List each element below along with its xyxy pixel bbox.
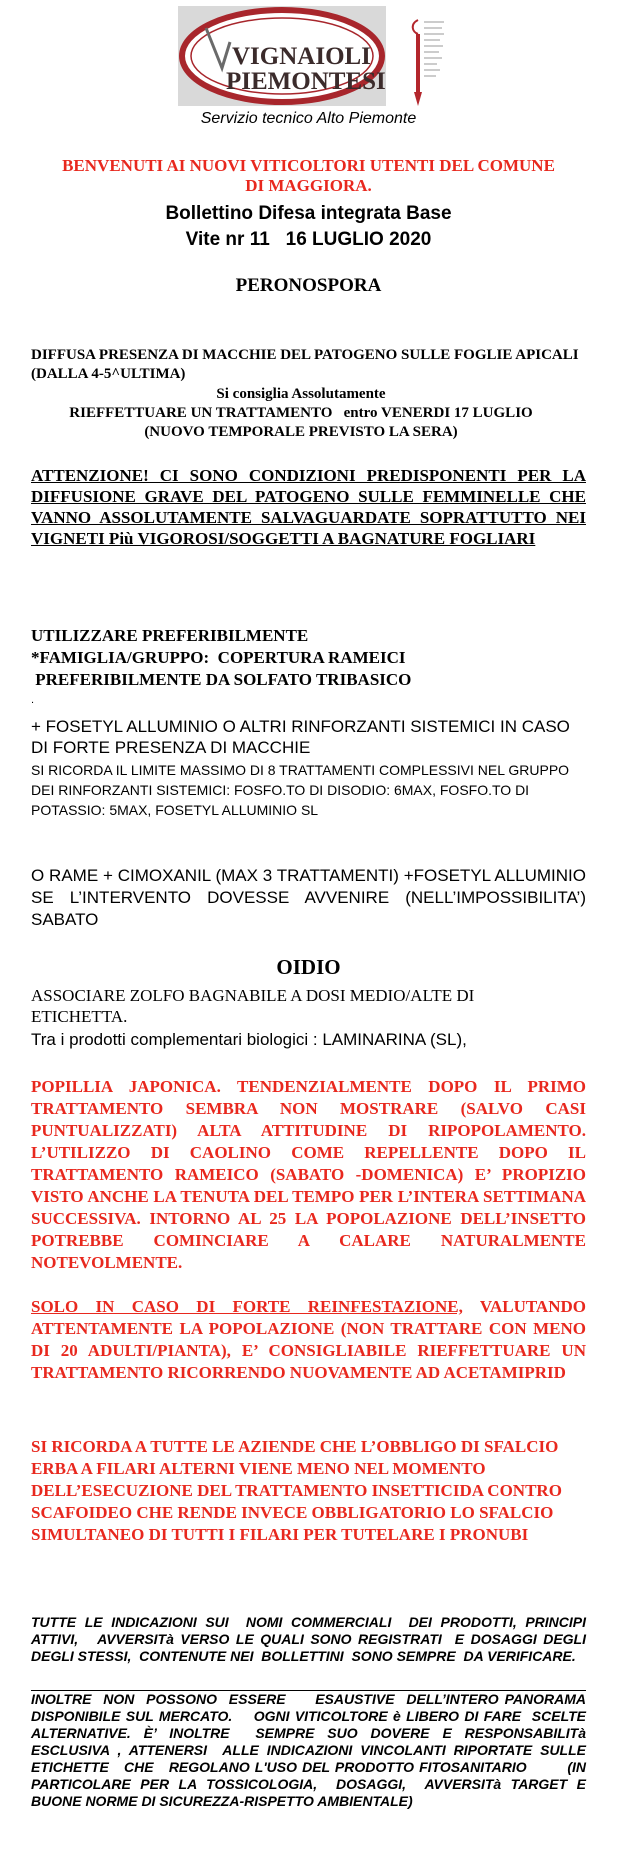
disclaimer-verify: TUTTE LE INDICAZIONI SUI NOMI COMMERCIALI DEI PRODOTTI, PRINCIPI ATTIVI, AVVERSITà VERSO LE QUALI SONO REGISTRATI E DOSAGGI DEGLI DEGLI STESSI, CONTENUTE NEI BOLLETTINI SONO SEMPRE DA VERIFICARE.	[31, 1614, 594, 1664]
separator-dot: .	[31, 694, 35, 706]
logo-text-line2: PIEMONTESI	[226, 68, 386, 95]
welcome-line-1: BENVENUTI AI NUOVI VITICOLTORI UTENTI DEL COMUNE	[62, 156, 555, 175]
section-title-oidio: OIDIO	[276, 955, 341, 979]
service-subtitle: Servizio tecnico Alto Piemonte	[200, 110, 417, 127]
usage-line-2: *FAMIGLIA/GRUPPO: COPERTURA RAMEICI	[31, 648, 406, 667]
oidio-zolfo-advice: ASSOCIARE ZOLFO BAGNABILE A DOSI MEDIO/ALTE DI ETICHETTA.	[31, 986, 475, 1026]
section-title-peronospora: PERONOSPORA	[235, 275, 382, 296]
oidio-biological-products: Tra i prodotti complementari biologici : LAMINARINA (SL),	[31, 1030, 467, 1049]
popillia-reinfestation	[31, 1296, 586, 1384]
bulletin-heading	[31, 201, 586, 253]
fosetyl-note: + FOSETYL ALLUMINIO O ALTRI RINFORZANTI SISTEMICI IN CASO DI FORTE PRESENZA DI MACCHIE	[31, 717, 570, 757]
reinfestation-emphasis: SOLO IN CASO DI FORTE REINFESTAZIONE,	[31, 1297, 463, 1316]
disclaimer-responsibility: INOLTRE NON POSSONO ESSERE ESAUSTIVE DELL’INTERO PANORAMA DISPONIBILE SUL MERCATO. OGNI VITICOLTORE è LIBERO DI FARE SCELTE ALTERNATIVE. È’ INOLTRE SEMPRE SUO DOVERE E RESPONSABILITà ESCLUSIVA , ATTENERSI ALLE INDICAZIONI VINCOLANTI RIPORTATE SULLE ETICHETTE CHE REGOLANO L'USO DEL PRODOTTO FITOSANITARIO (IN PARTICOLARE PER LA TOSSICOLOGIA, DOSAGGI, AVVERSITà TARGET E BUONE NORME DI SICUREZZA-RISPETTO AMBIENTALE)	[31, 1691, 590, 1809]
sfalcio-reminder: SI RICORDA A TUTTE LE AZIENDE CHE L’OBBLIGO DI SFALCIO ERBA A FILARI ALTERNI VIENE MENO NEL MOMENTO DELL’ESECUZIONE DEL TRATTAMENTO INSETTICIDA CONTRO SCAFOIDEO CHE RENDE INVECE OBBLIGATORIO LO SFALCIO SIMULTANEO DI TUTTI I FILARI PER TUTELARE I PRONUBI	[31, 1437, 562, 1544]
bulletin-title: Bollettino Difesa integrata Base	[165, 203, 452, 224]
welcome-banner	[31, 156, 586, 196]
logo-text-line1: VIGNAIOLI	[232, 43, 371, 70]
usage-line-3: PREFERIBILMENTE DA SOLFATO TRIBASICO	[31, 670, 412, 689]
bulletin-issue: Vite nr 11 16 LUGLIO 2020	[185, 229, 432, 250]
advice-line-1: Si consiglia Assolutamente	[216, 386, 386, 402]
advice-line-3: (NUOVO TEMPORALE PREVISTO LA SERA)	[144, 424, 458, 440]
usage-line-1: UTILIZZARE PREFERIBILMENTE	[31, 626, 309, 645]
vignaioli-logo	[178, 2, 386, 108]
peronospora-observation: DIFFUSA PRESENZA DI MACCHIE DEL PATOGENO SULLE FOGLIE APICALI (DALLA 4-5^ULTIMA)	[31, 347, 579, 382]
popillia-paragraph: POPILLIA JAPONICA. TENDENZIALMENTE DOPO IL PRIMO TRATTAMENTO SEMBRA NON MOSTRARE (SALVO CASI PUNTUALIZZATI) ALTA ATTITUDINE DI RIPOPOLAMENTO. L’UTILIZZO DI CAOLINO COME REPELLENTE DOPO IL TRATTAMENTO RAMEICO (SABATO -DOMENICA) E’ PROPIZIO VISTO ANCHE LA TENUTA DEL TEMPO PER L’INTERA SETTIMANA SUCCESSIVA. INTORNO AL 25 LA POPOLAZIONE DELL’INSETTO POTREBBE COMINCIARE A CALARE NATURALMENTE NOTEVOLMENTE.	[31, 1077, 586, 1272]
association-seal-icon	[404, 14, 446, 110]
peronospora-attention: ATTENZIONE! CI SONO CONDIZIONI PREDISPONENTI PER LA DIFFUSIONE GRAVE DEL PATOGENO SULLE FEMMINELLE CHE VANNO ASSOLUTAMENTE SALVAGUARDATE SOPRATTUTTO NEI VIGNETI Più VIGOROSI/SOGGETTI A BAGNATURE FOGLIARI	[31, 466, 586, 548]
rame-cimoxanil-note: O RAME + CIMOXANIL (MAX 3 TRATTAMENTI) +FOSETYL ALLUMINIO SE L’INTERVENTO DOVESSE AVVENIRE (NELL’IMPOSSIBILITA’) SABATO	[31, 866, 586, 929]
advice-line-2: RIEFFETTUARE UN TRATTAMENTO entro VENERDI 17 LUGLIO	[69, 405, 533, 421]
peronospora-advice	[31, 385, 571, 442]
peronospora-usage	[31, 625, 586, 691]
sistemici-limit-note: SI RICORDA IL LIMITE MASSIMO DI 8 TRATTAMENTI COMPLESSIVI NEL GRUPPO DEI RINFORZANTI SISTEMICI: FOSFO.TO DI DISODIO: 6MAX, FOSFO.TO DI POTASSIO: 5MAX, FOSETYL ALLUMINIO SL	[31, 762, 570, 818]
reinfestation-text: VALUTANDO ATTENTAMENTE LA POPOLAZIONE (NON TRATTARE CON MENO DI 20 ADULTI/PIANTA), E’ CONSIGLIABILE RIEFFETTUARE UN TRATTAMENTO RICORRENDO NUOVAMENTE AD ACETAMIPRID	[31, 1297, 586, 1382]
welcome-line-2: DI MAGGIORA.	[245, 176, 372, 195]
